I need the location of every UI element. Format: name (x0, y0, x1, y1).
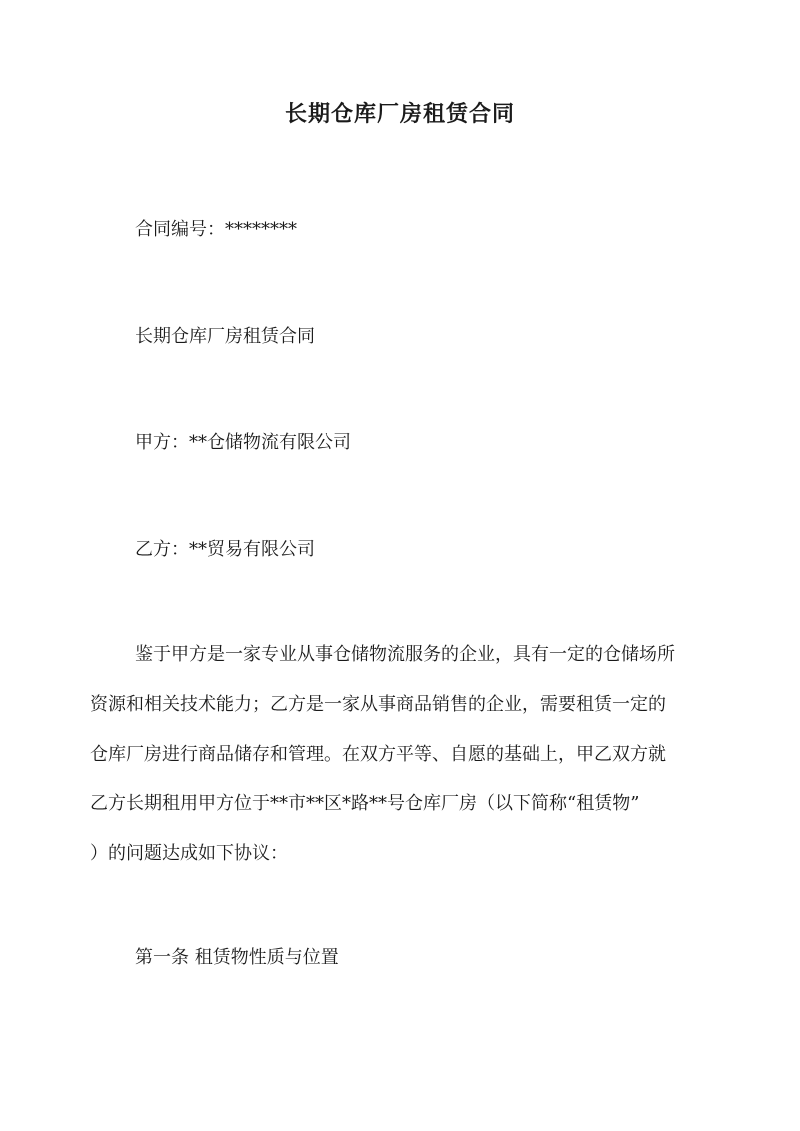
party-b: 乙方：**贸易有限公司 (135, 539, 315, 560)
preamble-line: ）的问题达成如下协议： (90, 843, 288, 864)
party-a: 甲方：**仓储物流有限公司 (135, 432, 351, 453)
contract-subtitle: 长期仓库厂房租赁合同 (135, 326, 315, 347)
preamble-line: 仓库厂房进行商品储存和管理。在双方平等、自愿的基础上，甲乙双方就 (90, 744, 666, 765)
document-title: 长期仓库厂房租赁合同 (284, 101, 515, 127)
preamble-line: 资源和相关技术能力；乙方是一家从事商品销售的企业，需要租赁一定的 (90, 694, 666, 715)
preamble-line: 乙方长期租用甲方位于**市**区*路**号仓库厂房（以下简称“租赁物” (90, 793, 640, 814)
article-1-heading: 第一条 租赁物性质与位置 (135, 947, 339, 968)
preamble-line: 鉴于甲方是一家专业从事仓储物流服务的企业，具有一定的仓储场所 (135, 644, 675, 665)
contract-number: 合同编号：******** (135, 219, 297, 240)
